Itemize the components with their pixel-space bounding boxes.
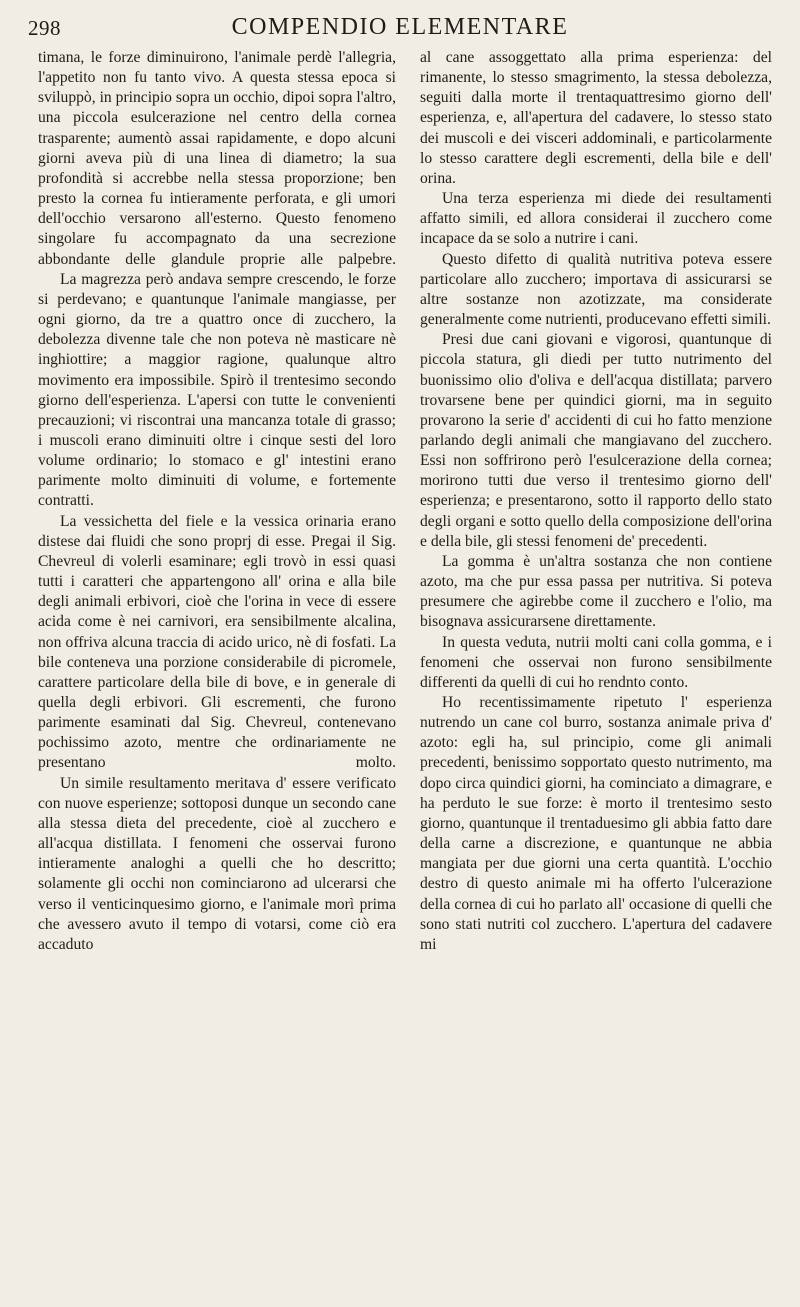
paragraph: La vessichetta del fiele e la vessica orinaria erano distese dai fluidi che sono proprj di esse. Pregai il Sig. Chevreul di volerli esaminare; egli trovò in essi quasi tutti i caratteri che appartengono all' orina e alla bile degli animali erbivori, cioè che l'orina in vece di essere acida come è nei carnivori, era sensibilmente alcalina, non offriva alcuna traccia di acido urico, nè di fosfati. La bile conteneva una porzione considerabile di picromele, carattere particolare della bile di bove, e in generale di quella degli erbivori. Gli escrementi, che furono parimente esaminati dal Sig. Chevreul, contenevano pochissimo azoto, mentre che ordinariamente ne presentano molto. (38, 512, 396, 772)
paragraph: La gomma è un'altra sostanza che non contiene azoto, ma che pur essa passa per nutritiva. Si poteva presumere che agirebbe come il zucchero e l'olio, ma bisognava assicurarsene direttamente. (420, 552, 772, 631)
paragraph: Ho recentissimamente ripetuto l' esperienza nutrendo un cane col burro, sostanza animale priva d' azoto: egli ha, sul principio, come gli animali precedenti, benissimo sopportato questo nutrimento, ma dopo circa quindici giorni, ha cominciato a dimagrare, e ha perduto le sue forze: è morto il trentesimo sesto giorno, quantunque il trentaduesimo gli abbia fatto dare della carne a discrezione, e quantunque ne abbia mangiata per due giorni una certa quantità. L'occhio destro di questo animale mi ha offerto l'ulcerazione della cornea di cui ho parlato all' occasione di quelli che sono stati nutriti col zucchero. L'apertura del cadavere mi (420, 694, 772, 953)
paragraph: Una terza esperienza mi diede dei resultamenti affatto simili, ed allora considerai il zucchero come incapace da se solo a nutrire i cani. (420, 190, 772, 248)
right-column (420, 48, 772, 955)
paragraph: Un simile resultamento meritava d' essere verificato con nuove esperienze; sottoposi dunque un secondo cane alla stessa dieta del precedente, cioè al zucchero e all'acqua distillata. I fenomeni che osservai furono intieramente analoghi a quelli che ho descritto; solamente gli occhi non cominciarono ad ulcerarsi che verso il venticinquesimo giorno, e l'animale morì prima che avessero avuto il tempo di votarsi, come ciò era accaduto (38, 774, 396, 953)
left-column (38, 48, 396, 955)
paragraph: In questa veduta, nutrii molti cani colla gomma, e i fenomeni che osservai non furono sensibilmente differenti da quelli di cui ho rendnto conto. (420, 633, 772, 691)
paragraph: La magrezza però andava sempre crescendo, le forze si perdevano; e quantunque l'animale mangiasse, per ogni giorno, da tre a quattro once di zucchero, la debolezza divenne tale che non poteva nè masticare nè inghiottire; a maggior ragione, qualunque altro movimento era impossibile. Spirò il trentesimo secondo giorno dell'esperienza. L'apersi con tutte le convenienti precauzioni; vi riscontrai una mancanza totale di grasso; i muscoli erano diminuiti oltre i cinque sesti del loro volume ordinario; lo stomaco e gl' intestini erano parimente molto diminuiti di volume, e fortemente contratti. (38, 270, 396, 510)
page-number: 298 (28, 16, 61, 40)
paragraph: al cane assoggettato alla prima esperienza: del rimanente, lo stesso smagrimento, la stessa debolezza, seguiti dalla morte il trentaquattresimo giorno dell' esperienza, e, all'apertura del cadavere, lo stesso stato dei muscoli e dei visceri addominali, e particolarmente lo stesso carattere degli escrementi, della bile e dell' orina. (420, 49, 772, 187)
paragraph: Presi due cani giovani e vigorosi, quantunque di piccola statura, gli diedi per tutto nutrimento del buonissimo olio d'oliva e dell'acqua distillata; parvero trovarsene bene per quindici giorni, ma in seguito provarono la serie d' accidenti di cui ho fatto menzione parlando degli animali che mangiavano del zucchero. Essi non soffrirono però l'esulcerazione della cornea; morirono tutti due verso il trentesimo giorno dell' esperienza; e presentarono, sotto il rapporto dello stato degli organi e sotto quello della composizione dell'orina e della bile, gli stessi fenomeni de' precedenti. (420, 331, 772, 550)
paragraph: timana, le forze diminuirono, l'animale perdè l'allegria, l'appetito non fu tanto vivo. A questa stessa epoca si sviluppò, in principio sopra un occhio, dipoi sopra l'altro, una piccola esulcerazione nel centro della cornea trasparente; aumentò assai rapidamente, e dopo alcuni giorni aveva più di una linea di diametro; la sua profondità si accrebbe nella stessa proporzione; ben presto la cornea fu intieramente perforata, e gli umori dell'occhio versarono all'esterno. Questo fenomeno singolare fu accompagnato da una secrezione abbondante delle glandule proprie alle palpebre. (38, 49, 396, 268)
paragraph: Questo difetto di qualità nutritiva poteva essere particolare allo zucchero; importava di assicurarsi se altre sostanze non azotizzate, ma considerate generalmente come nutrienti, producevano effetti simili. (420, 250, 772, 329)
page-header (28, 14, 772, 44)
running-title: COMPENDIO ELEMENTARE (231, 14, 569, 40)
